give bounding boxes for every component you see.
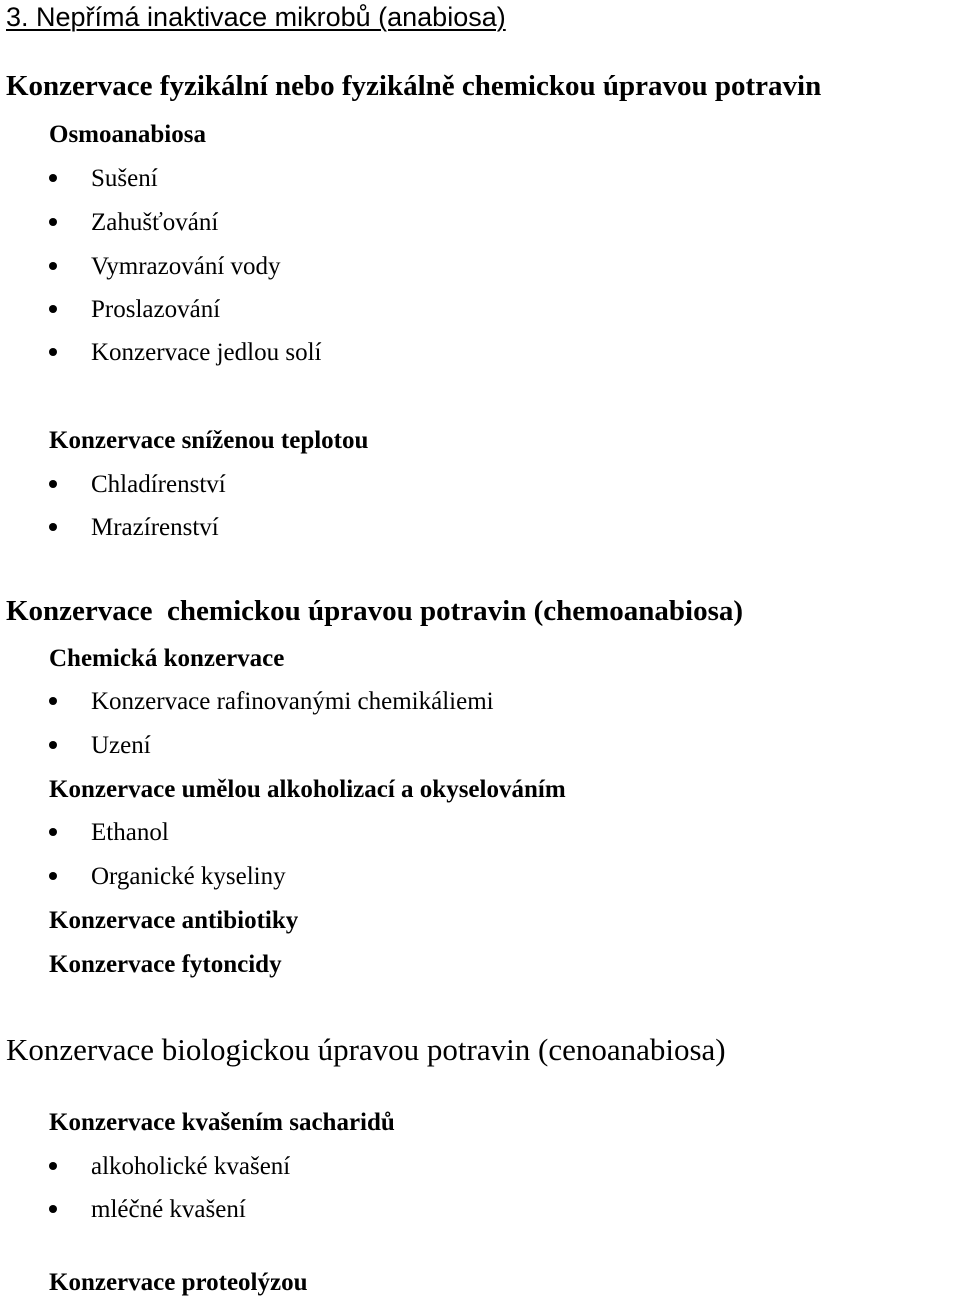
bullet-icon (49, 741, 57, 749)
bullet-icon (49, 1205, 57, 1213)
section-heading-physical: Konzervace fyzikální nebo fyzikálně chemickou úpravou potravin (6, 70, 822, 102)
list-item-label: Zahušťování (91, 209, 219, 236)
subheading-low-temperature: Konzervace sníženou teplotou (49, 427, 369, 454)
bullet-icon (49, 828, 57, 836)
list-item (49, 864, 286, 889)
subheading-fermentation: Konzervace kvašením sacharidů (49, 1109, 395, 1136)
list-item (49, 1197, 246, 1222)
bullet-icon (49, 697, 57, 705)
bullet-icon (49, 262, 57, 270)
list-item (49, 472, 226, 497)
list-item-label: Organické kyseliny (91, 863, 286, 890)
list-item (49, 340, 321, 365)
list-item-label: Vymrazování vody (91, 253, 281, 280)
list-item (49, 210, 218, 235)
subheading-chemical-preservation: Chemická konzervace (49, 645, 285, 672)
subheading-proteolysis: Konzervace proteolýzou (49, 1269, 308, 1296)
subheading-alcoholization: Konzervace umělou alkoholizací a okyselováním (49, 776, 566, 803)
list-item (49, 297, 220, 322)
list-item-label: Konzervace jedlou solí (91, 339, 322, 366)
list-item-label: mléčné kvašení (91, 1196, 246, 1223)
bullet-icon (49, 872, 57, 880)
document-title: 3. Nepřímá inaktivace mikrobů (anabiosa) (6, 2, 506, 32)
list-item-label: Proslazování (91, 296, 221, 323)
list-item-label: Konzervace rafinovanými chemikáliemi (91, 688, 494, 715)
bullet-icon (49, 523, 57, 531)
bullet-icon (49, 348, 57, 356)
section-heading-chemical: Konzervace chemickou úpravou potravin (chemoanabiosa) (6, 595, 744, 627)
bullet-icon (49, 218, 57, 226)
bullet-icon (49, 174, 57, 182)
list-item-label: Ethanol (91, 819, 169, 846)
list-item (49, 733, 151, 758)
subheading-osmoanabiosa: Osmoanabiosa (49, 121, 206, 148)
list-item (49, 689, 494, 714)
section-heading-biological: Konzervace biologickou úpravou potravin (cenoanabiosa) (6, 1032, 726, 1067)
list-item (49, 1154, 290, 1179)
subheading-phytoncides: Konzervace fytoncidy (49, 951, 282, 978)
bullet-icon (49, 480, 57, 488)
list-item-label: Mrazírenství (91, 514, 219, 541)
list-item (49, 254, 281, 279)
list-item-label: Sušení (91, 165, 158, 192)
list-item-label: alkoholické kvašení (91, 1153, 291, 1180)
bullet-icon (49, 305, 57, 313)
list-item-label: Chladírenství (91, 471, 226, 498)
list-item-label: Uzení (91, 732, 151, 759)
list-item (49, 820, 169, 845)
list-item (49, 166, 158, 191)
list-item (49, 515, 219, 540)
bullet-icon (49, 1162, 57, 1170)
subheading-antibiotics: Konzervace antibiotiky (49, 907, 299, 934)
